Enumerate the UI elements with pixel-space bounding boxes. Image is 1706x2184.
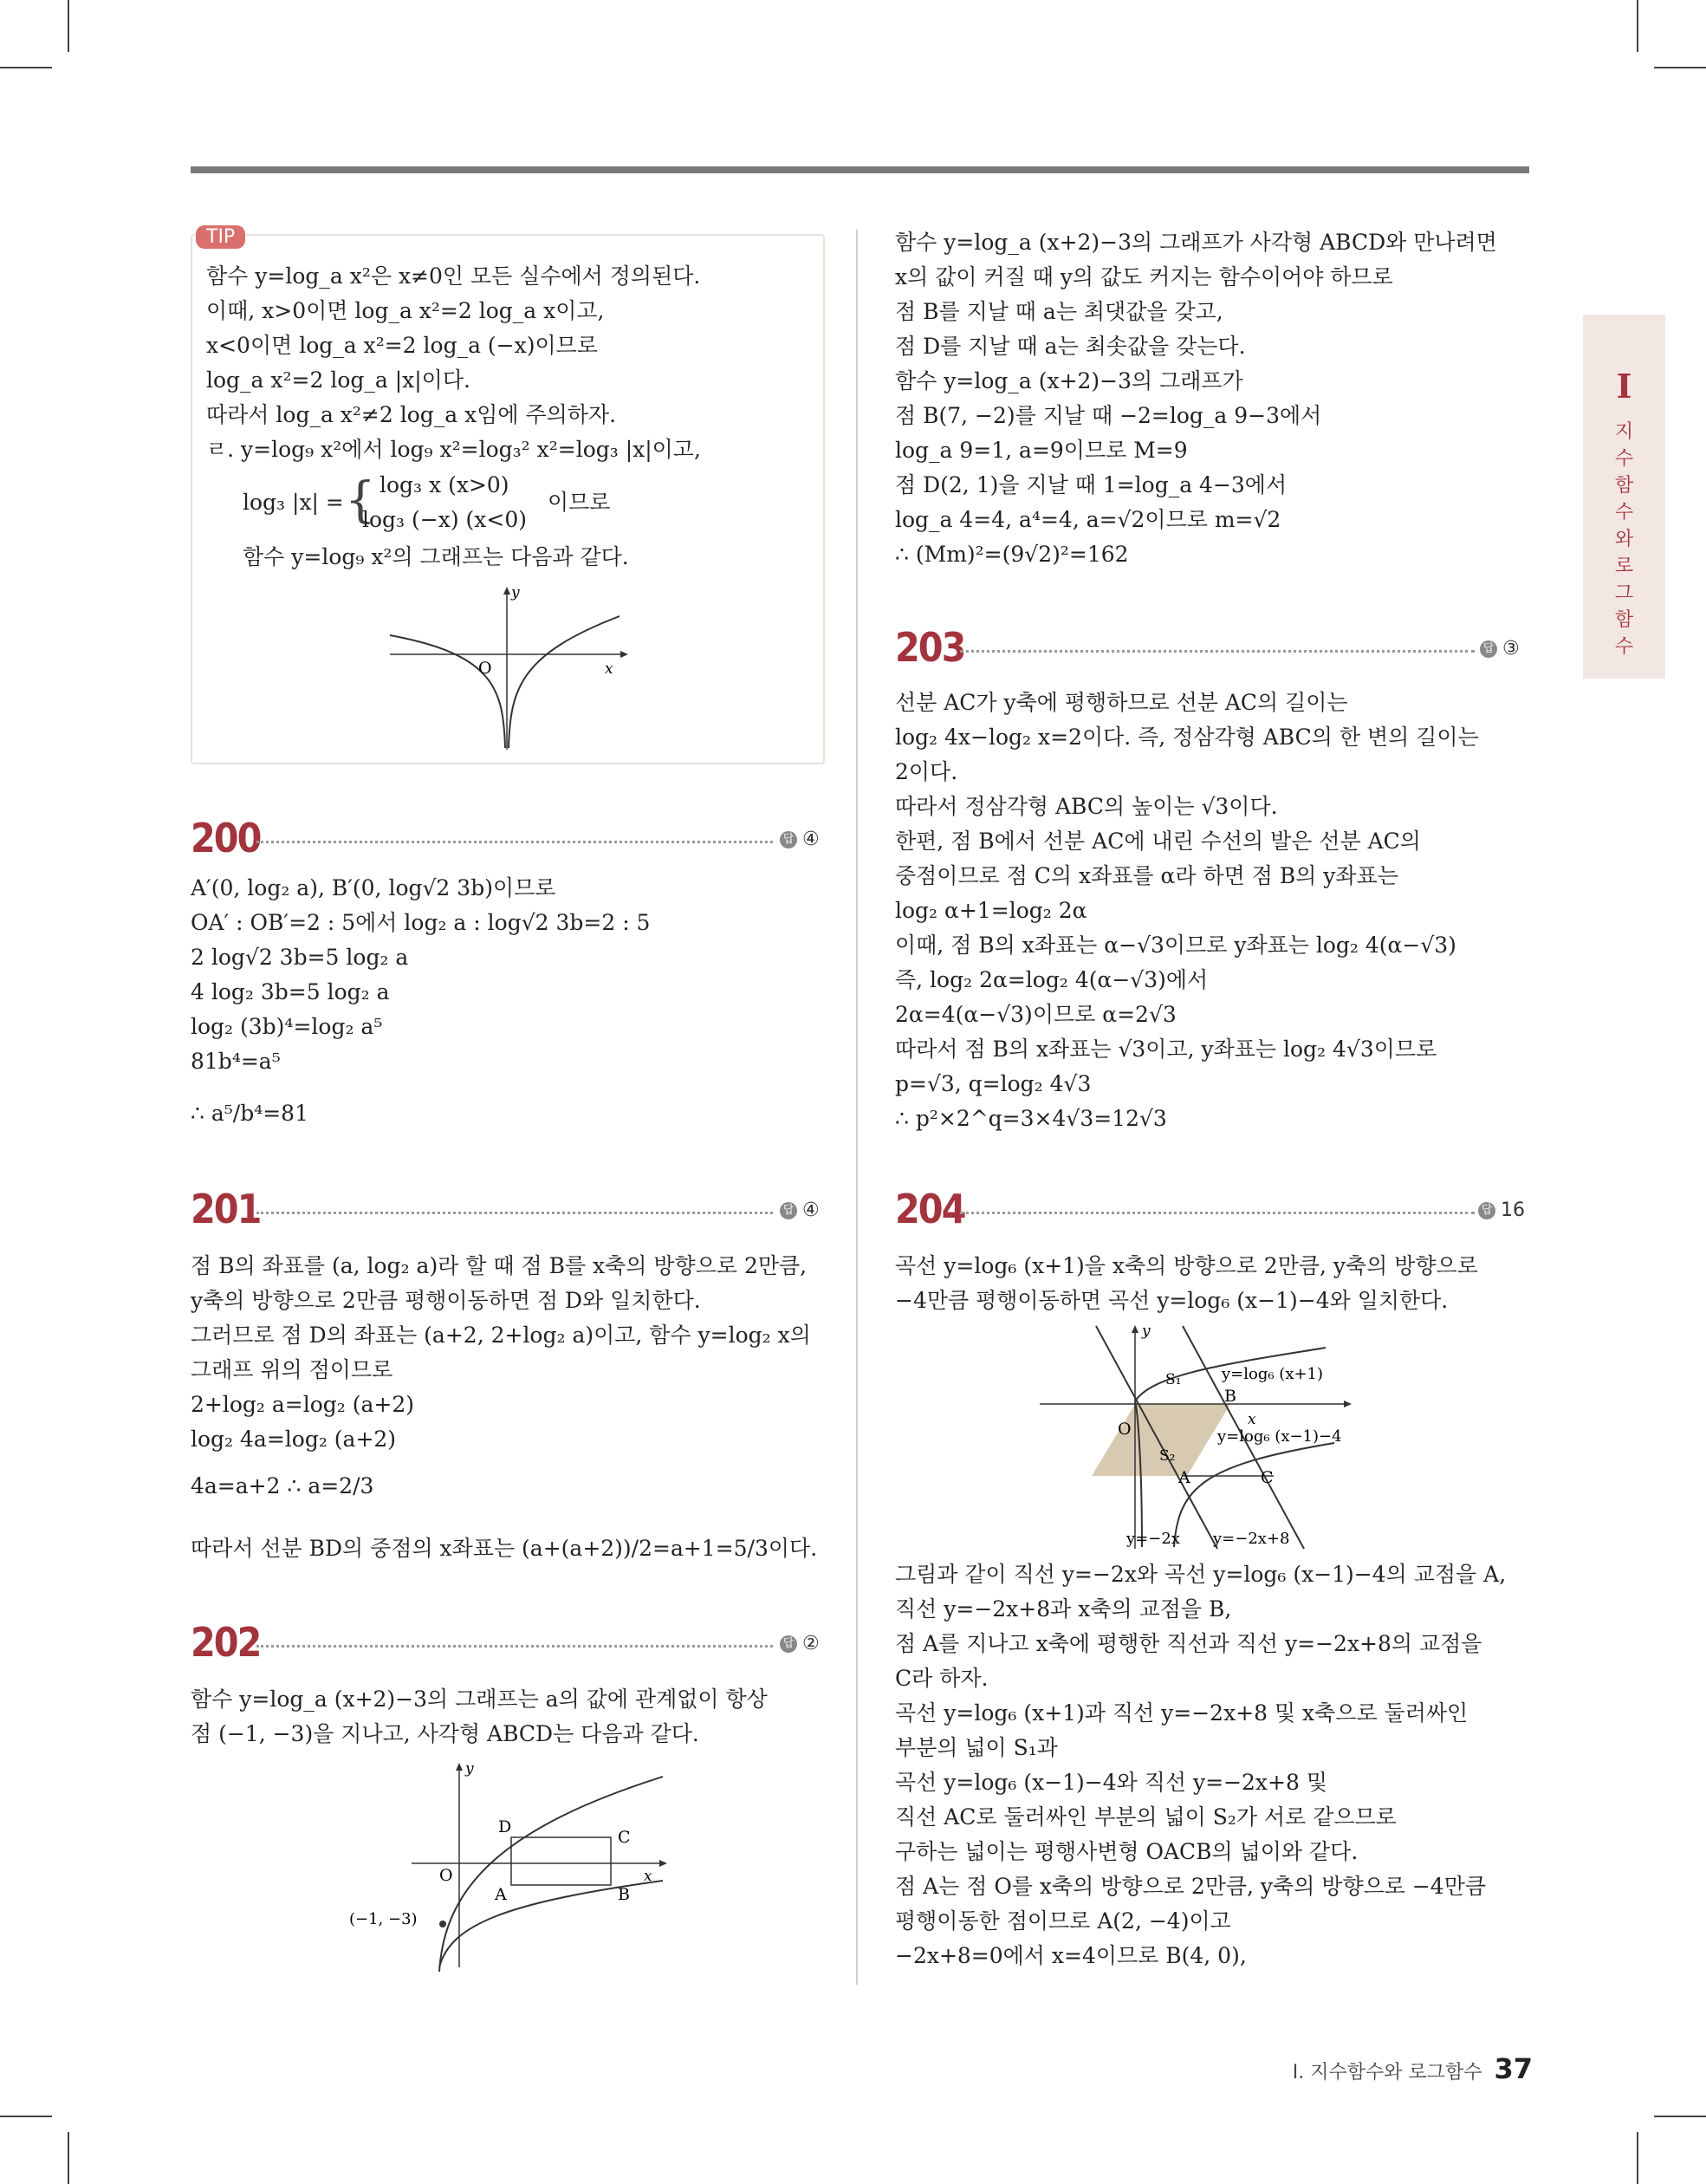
problem-number: 202 [191, 1619, 261, 1666]
solution-line: 곡선 y=log₆ (x−1)−4와 직선 y=−2x+8 및 [895, 1770, 1327, 1795]
solution-line: 4 log₂ 3b=5 log₂ a [191, 979, 390, 1004]
column-divider [856, 230, 858, 1985]
solution-line: 점 B의 좌표를 (a, log₂ a)라 할 때 점 B를 x축의 방향으로 2만큼, [191, 1253, 808, 1278]
solution-line: log₂ (3b)⁴=log₂ a⁵ [191, 1014, 383, 1039]
point-label-b: B [618, 1885, 630, 1904]
answer-value: ④ [802, 1199, 820, 1221]
solution-line: 따라서 선분 BD의 중점의 x좌표는 (a+(a+2))/2=a+1=5/3이다. [191, 1536, 818, 1561]
tip-line: 이때, x>0이면 log_a x²=2 log_a x이고, [206, 298, 605, 323]
dotted-leader [256, 1645, 773, 1648]
solution-line: 직선 y=−2x+8과 x축의 교점을 B, [895, 1596, 1232, 1622]
solution-line: 직선 AC로 둘러싸인 부분의 넓이 S₂가 서로 같으므로 [895, 1804, 1397, 1830]
chapter-title-char: 와 [1614, 529, 1634, 550]
solution-line: 81b⁴=a⁵ [191, 1049, 281, 1074]
chapter-title-char: 지 [1614, 421, 1634, 443]
crop-mark [1654, 2116, 1706, 2117]
solution-line: 따라서 정삼각형 ABC의 높이는 √3이다. [895, 794, 1278, 819]
tip-line: log_a x²=2 log_a |x|이다. [206, 367, 470, 393]
tip-case-brace: { [345, 472, 376, 529]
page-footer [1293, 2052, 1533, 2085]
solution-line: 함수 y=log_a (x+2)−3의 그래프가 [895, 368, 1243, 393]
tip-case-1: log₃ x (x>0) [379, 472, 509, 497]
origin-label: O [1118, 1420, 1132, 1439]
solution-line: 중점이므로 점 C의 x좌표를 α라 하면 점 B의 y좌표는 [895, 863, 1398, 888]
solution-line: 함수 y=log_a (x+2)−3의 그래프는 a의 값에 관계없이 항상 [191, 1687, 768, 1712]
chapter-title-char: 함 [1614, 475, 1634, 497]
chapter-title-char: 로 [1614, 556, 1634, 577]
solution-line: 점 D(2, 1)을 지날 때 1=log_a 4−3에서 [895, 472, 1288, 497]
solution-line: 점 (−1, −3)을 지나고, 사각형 ABCD는 다음과 같다. [191, 1721, 699, 1746]
tip-line: x<0이면 log_a x²=2 log_a (−x)이므로 [206, 333, 598, 358]
origin-label: O [439, 1866, 453, 1885]
solution-line: 점 A를 지나고 x축에 평행한 직선과 직선 y=−2x+8의 교점을 [895, 1631, 1482, 1656]
tip-graph [381, 585, 641, 754]
header-rule [191, 166, 1529, 173]
point-label-c: C [1261, 1468, 1274, 1487]
solution-line: 그래프 위의 점이므로 [191, 1357, 393, 1382]
answer: 답 ③ [1480, 638, 1520, 660]
problem-number: 203 [895, 624, 965, 671]
solution-line: 이때, 점 B의 x좌표는 α−√3이므로 y좌표는 log₂ 4(α−√3) [895, 933, 1456, 958]
solution-line: OA′ : OB′=2 : 5에서 log₂ a : log√2 3b=2 : 5 [191, 910, 651, 935]
solution-line: 그러므로 점 D의 좌표는 (a+2, 2+log₂ a)이고, 함수 y=log₂ x의 [191, 1323, 811, 1348]
problem-number: 204 [895, 1186, 965, 1232]
solution-line: A′(0, log₂ a), B′(0, log√2 3b)이므로 [191, 875, 556, 900]
solution-line: −2x+8=0에서 x=4이므로 B(4, 0), [895, 1943, 1247, 1968]
line-label-1: y=−2x [1126, 1530, 1180, 1548]
answer-value: ② [802, 1633, 820, 1654]
solution-line: 곡선 y=log₆ (x+1)과 직선 y=−2x+8 및 x축으로 둘러싸인 [895, 1700, 1469, 1726]
chapter-title-vertical [1583, 419, 1665, 660]
solution-line: 점 D를 지날 때 a는 최솟값을 갖는다. [895, 334, 1246, 359]
chapter-side-tab [1583, 315, 1665, 679]
tip-case-left: log₃ |x| = [243, 490, 344, 515]
axis-label-x: x [1248, 1411, 1256, 1428]
footer-chapter: Ⅰ. 지수함수와 로그함수 [1292, 2062, 1482, 2083]
solution-line: 4a=a+2 ∴ a=2/3 [191, 1473, 374, 1498]
graph-202 [342, 1759, 671, 1972]
chapter-title-char: 그 [1614, 582, 1634, 604]
solution-line: y축의 방향으로 2만큼 평행이동하면 점 D와 일치한다. [191, 1288, 701, 1313]
dotted-leader [960, 650, 1475, 653]
tip-line: 따라서 log_a x²≠2 log_a x임에 주의하자. [206, 402, 617, 427]
tip-line: 함수 y=log_a x²은 x≠0인 모든 실수에서 정의된다. [206, 263, 701, 289]
dotted-leader [960, 1212, 1475, 1214]
solution-line: 구하는 넓이는 평행사변형 OACB의 넓이와 같다. [895, 1839, 1359, 1864]
graph-204 [1040, 1322, 1386, 1551]
axis-label-y: y [511, 585, 520, 601]
answer-value: ③ [1502, 638, 1520, 660]
answer: 답 ④ [780, 829, 820, 850]
curve-label-2: y=log₆ (x−1)−4 [1217, 1427, 1342, 1446]
axis-label-y: y [465, 1760, 474, 1778]
answer: 답 16 [1478, 1199, 1525, 1221]
problem-number: 200 [191, 815, 261, 861]
problem-number: 201 [191, 1186, 261, 1232]
solution-line: log₂ 4x−log₂ x=2이다. 즉, 정삼각형 ABC의 한 변의 길이는 [895, 725, 1479, 750]
solution-line: 점 B(7, −2)를 지날 때 −2=log_a 9−3에서 [895, 403, 1322, 428]
tip-case-right: 이므로 [548, 490, 611, 515]
tip-label: TIP [196, 225, 245, 249]
tip-case-2: log₃ (−x) (x<0) [362, 507, 527, 532]
solution-line: 선분 AC가 y축에 평행하므로 선분 AC의 길이는 [895, 690, 1348, 715]
solution-line: 한편, 점 B에서 선분 AC에 내린 수선의 발은 선분 AC의 [895, 829, 1421, 854]
chapter-title-char: 수 [1614, 636, 1634, 658]
solution-line: log₂ 4a=log₂ (a+2) [191, 1427, 397, 1452]
answer-value: 16 [1501, 1199, 1525, 1221]
crop-mark [1637, 2132, 1638, 2184]
point-label-a: A [495, 1885, 507, 1904]
solution-line: 그림과 같이 직선 y=−2x와 곡선 y=log₆ (x−1)−4의 교점을 A, [895, 1562, 1507, 1587]
point-label-c: C [618, 1828, 631, 1847]
solution-line: 2 log√2 3b=5 log₂ a [191, 945, 409, 970]
crop-mark [68, 2132, 69, 2184]
point-label-a: A [1178, 1468, 1190, 1487]
crop-mark [0, 2116, 52, 2117]
crop-mark [1637, 0, 1638, 52]
region-label-s1: S₁ [1165, 1371, 1182, 1388]
point-label-fixed: (−1, −3) [349, 1910, 418, 1928]
chapter-title-char: 수 [1614, 502, 1634, 523]
crop-mark [1654, 67, 1706, 68]
solution-line: 부분의 넓이 S₁과 [895, 1735, 1058, 1760]
tip-line: ㄹ. y=log₉ x²에서 log₉ x²=log₃² x²=log₃ |x|이고, [206, 437, 701, 462]
solution-line: p=√3, q=log₂ 4√3 [895, 1071, 1092, 1096]
solution-line: 함수 y=log_a (x+2)−3의 그래프가 사각형 ABCD와 만나려면 [895, 230, 1497, 255]
tip-line: 함수 y=log₉ x²의 그래프는 다음과 같다. [243, 544, 629, 569]
axis-label-x: x [605, 660, 613, 678]
point-label-d: D [498, 1817, 512, 1836]
solution-line: x의 값이 커질 때 y의 값도 커지는 함수이어야 하므로 [895, 264, 1393, 289]
solution-line: 2+log₂ a=log₂ (a+2) [191, 1392, 415, 1417]
line-label-2: y=−2x+8 [1213, 1530, 1290, 1548]
chapter-title-char: 수 [1614, 448, 1634, 470]
solution-line: −4만큼 평행이동하면 곡선 y=log₆ (x−1)−4와 일치한다. [895, 1288, 1449, 1313]
axis-label-x: x [644, 1868, 652, 1885]
point-label-b: B [1224, 1387, 1236, 1406]
solution-line: 즉, log₂ 2α=log₂ 4(α−√3)에서 [895, 967, 1209, 992]
solution-line: ∴ (Mm)²=(9√2)²=162 [895, 542, 1129, 567]
answer: 답 ② [780, 1633, 820, 1654]
solution-line: log_a 4=4, a⁴=4, a=√2이므로 m=√2 [895, 507, 1281, 532]
chapter-title-char: 함 [1614, 609, 1634, 631]
solution-line: 점 B를 지날 때 a는 최댓값을 갖고, [895, 299, 1223, 324]
solution-line: log_a 9=1, a=9이므로 M=9 [895, 438, 1188, 463]
solution-line: 평행이동한 점이므로 A(2, −4)이고 [895, 1908, 1231, 1934]
solution-line: 2α=4(α−√3)이므로 α=2√3 [895, 1002, 1177, 1027]
page-number: 37 [1494, 2052, 1533, 2085]
answer: 답 ④ [780, 1199, 820, 1221]
chapter-numeral: I [1616, 367, 1632, 406]
region-label-s2: S₂ [1159, 1447, 1176, 1465]
solution-line: 점 A는 점 O를 x축의 방향으로 2만큼, y축의 방향으로 −4만큼 [895, 1874, 1487, 1899]
solution-line: ∴ p²×2^q=3×4√3=12√3 [895, 1106, 1167, 1131]
crop-mark [0, 67, 52, 68]
curve-label-1: y=log₆ (x+1) [1222, 1365, 1324, 1383]
solution-line: 2이다. [895, 759, 958, 784]
solution-line: 곡선 y=log₆ (x+1)을 x축의 방향으로 2만큼, y축의 방향으로 [895, 1253, 1478, 1278]
dotted-leader [256, 1212, 773, 1214]
dotted-leader [256, 841, 773, 843]
solution-line: ∴ a⁵/b⁴=81 [191, 1101, 308, 1126]
origin-label: O [478, 659, 492, 678]
axis-label-y: y [1142, 1323, 1151, 1340]
solution-line: C라 하자. [895, 1666, 989, 1691]
solution-line: log₂ α+1=log₂ 2α [895, 898, 1087, 923]
solution-line: 따라서 점 B의 x좌표는 √3이고, y좌표는 log₂ 4√3이므로 [895, 1037, 1437, 1062]
crop-mark [68, 0, 69, 52]
answer-value: ④ [802, 829, 820, 850]
